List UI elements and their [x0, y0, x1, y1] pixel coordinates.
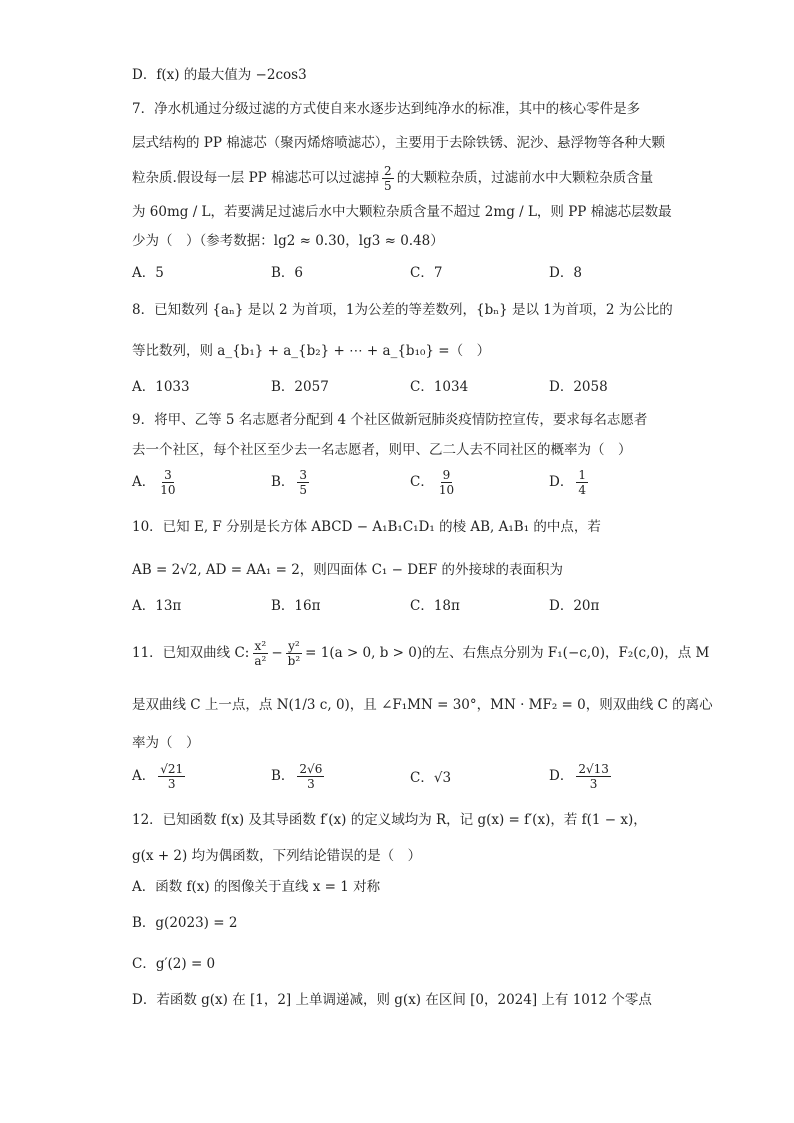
q11-line-1: 11．已知双曲线 C: $\frac{\text{x²}}{\text{a²}}$ − $\frac{\text{y²}}{\text{b²}}$ = 1(a > 0, b > 0)的左、右焦点分别为 F₁(−c,0)，F₂(c,0)，点 M [132, 639, 710, 668]
q9-option-b [271, 468, 312, 497]
fraction-x2-a2 [252, 639, 268, 668]
prev-option-d: D．f(x) 的最大值为 −2cos3 [132, 67, 307, 83]
option-fraction [158, 468, 177, 497]
option-label: A． [132, 474, 156, 490]
option-label: A． [132, 768, 156, 784]
option-fraction [437, 468, 456, 497]
fraction-numerator: 9 [442, 468, 451, 482]
option-fraction [158, 762, 185, 791]
fraction-denominator: 10 [160, 483, 176, 497]
q7-option-b: B．6 [271, 265, 304, 281]
fraction-numerator: 1 [578, 468, 586, 482]
fraction-numerator: √21 [160, 762, 184, 776]
fraction-numerator: 3 [299, 468, 308, 482]
q11-option-c [410, 768, 451, 788]
q7-line-1: 7．净水机通过分级过滤的方式使自来水逐步达到纯净水的标准，其中的核心零件是多 [132, 101, 641, 117]
fraction-denominator: 5 [299, 483, 308, 497]
option-fraction [297, 762, 324, 791]
fraction-denominator: a² [254, 654, 267, 668]
q7-line-3 [132, 161, 653, 195]
q7-option-d: D．8 [549, 265, 582, 281]
q8-line-2: 等比数列，则 a_{b₁} + a_{b₂} + ⋯ + a_{b₁₀} =（ ） [132, 343, 491, 359]
q12-line-2: g(x + 2) 均为偶函数，下列结论错误的是（ ） [132, 848, 422, 864]
q12-option-a: A．函数 f(x) 的图像关于直线 x = 1 对称 [132, 879, 381, 895]
q7-option-c: C．7 [410, 265, 443, 281]
fraction-numerator: 3 [164, 468, 172, 482]
fraction-numerator: 2 [384, 164, 392, 178]
q10-line-1: 10．已知 E, F 分别是长方体 ABCD − A₁B₁C₁D₁ 的棱 AB, A₁B₁ 的中点，若 [132, 519, 601, 535]
q11-line-1b: 的左、右焦点分别为 F₁(−c,0)，F₂(c,0)，点 M [422, 645, 710, 661]
q7-line-3a: 粒杂质.假设每一层 PP 棉滤芯可以过滤掉 [132, 170, 380, 186]
q8-option-c: C．1034 [410, 379, 469, 395]
option-label: C． [410, 474, 434, 490]
fraction-denominator: 10 [438, 483, 455, 497]
q8-option-a: A．1033 [132, 379, 190, 395]
q8-option-d: D．2058 [549, 379, 608, 395]
q9-line-2: 去一个社区，每个社区至少去一名志愿者，则甲、乙二人去不同社区的概率为（ ） [132, 442, 632, 458]
q11-line-3: 率为（ ） [132, 735, 200, 751]
q7-line-5: 少为（ ）（参考数据：lg2 ≈ 0.30，lg3 ≈ 0.48） [132, 233, 444, 249]
fraction-denominator: 3 [167, 777, 176, 791]
q7-line-4: 为 60mg / L，若要满足过滤后水中大颗粒杂质含量不超过 2mg / L，则 PP 棉滤芯层数最 [132, 204, 672, 220]
fraction-denominator: 3 [307, 777, 315, 791]
q9-option-a [132, 468, 181, 497]
q11-option-a [132, 762, 188, 791]
option-value: √3 [433, 770, 452, 786]
fraction-y2-b2 [286, 639, 303, 668]
fraction-denominator: 3 [589, 777, 598, 791]
q11-line-1a: 11．已知双曲线 C: [132, 645, 250, 661]
q7-option-a: A．5 [132, 265, 164, 281]
fraction-numerator: y² [288, 639, 300, 653]
q7-line-2: 层式结构的 PP 棉滤芯（聚丙烯熔喷滤芯），主要用于去除铁锈、泥沙、悬浮物等各种大颗 [132, 135, 665, 151]
q10-line-2: AB = 2√2, AD = AA₁ = 2，则四面体 C₁ − DEF 的外接球的表面积为 [132, 562, 564, 578]
fraction-numerator: x² [254, 639, 267, 653]
q9-option-d [549, 468, 591, 497]
fraction-denominator: 5 [384, 179, 392, 193]
q8-line-1: 8．已知数列 {aₙ} 是以 2 为首项，1为公差的等差数列，{bₙ} 是以 1为首项，2 为公比的 [132, 302, 673, 318]
hyperbola-condition: = 1(a > 0, b > 0) [305, 645, 423, 661]
fraction-numerator: 2√6 [299, 762, 323, 776]
fraction-denominator: b² [287, 654, 301, 668]
q9-option-c [410, 468, 459, 497]
option-label: D． [549, 768, 574, 784]
q11-line-2: 是双曲线 C 上一点，点 N(1/3 c, 0)，且 ∠F₁MN = 30°，MN · MF₂ = 0，则双曲线 C 的离心 [132, 697, 713, 713]
q12-option-b: B．g(2023) = 2 [132, 915, 238, 931]
q10-option-a: A．13π [132, 598, 182, 614]
option-fraction [576, 468, 588, 497]
q10-option-b: B．16π [271, 598, 321, 614]
q7-line-3b: 的大颗粒杂质，过滤前水中大颗粒杂质含量 [396, 170, 654, 186]
q9-line-1: 9．将甲、乙等 5 名志愿者分配到 4 个社区做新冠肺炎疫情防控宣传，要求每名志愿者 [132, 412, 648, 428]
option-fraction [297, 468, 309, 497]
q12-option-d: D．若函数 g(x) 在 [1，2] 上单调递减，则 g(x) 在区间 [0，2024] 上有 1012 个零点 [132, 992, 652, 1008]
option-label: B． [271, 474, 295, 490]
option-label: D． [549, 474, 574, 490]
q12-line-1: 12．已知函数 f(x) 及其导函数 f′(x) 的定义域均为 R，记 g(x) = f′(x)，若 f(1 − x)， [132, 812, 647, 828]
q11-option-d [549, 762, 614, 791]
q8-option-b: B．2057 [271, 379, 329, 395]
fraction-denominator: 4 [578, 483, 586, 497]
fraction-2-5 [382, 164, 394, 193]
fraction-numerator: 2√13 [578, 762, 609, 776]
q11-option-b [271, 762, 327, 791]
q12-option-c: C．g′(2) = 0 [132, 956, 216, 972]
q10-option-c: C．18π [410, 598, 460, 614]
option-label: B． [271, 768, 295, 784]
q10-option-d: D．20π [549, 598, 600, 614]
option-fraction [576, 762, 611, 791]
option-label: C． [410, 770, 434, 786]
